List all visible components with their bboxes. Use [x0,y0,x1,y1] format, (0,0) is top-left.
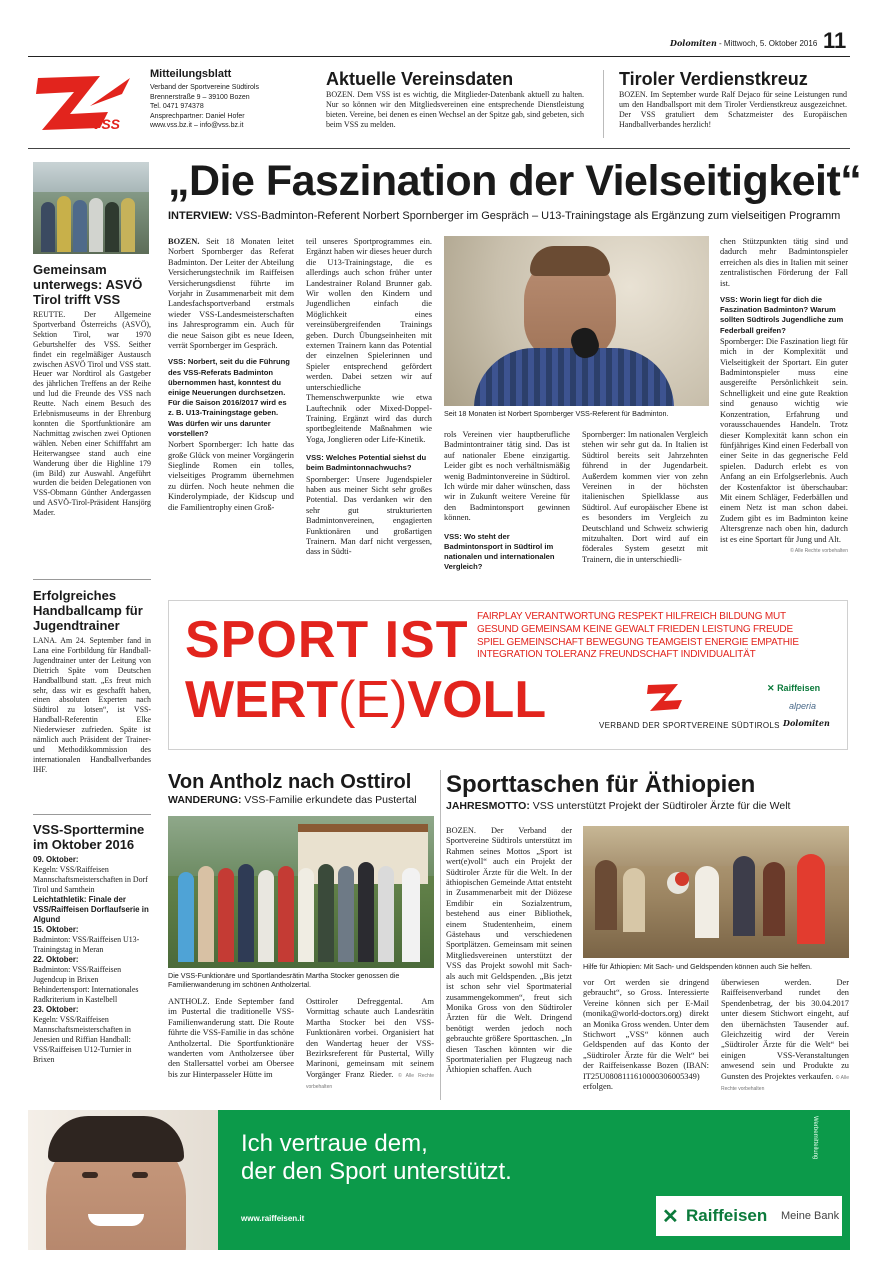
event-item: Kegeln: VSS/Raiffeisen Mannschaftsmeisterschaften in Jenesien und Riffian Handball: VSS/Raiffeisen U12-Turnier in Brixen [33,1015,132,1064]
answer: Spornberger: Die Faszination liegt für mich in der Komplexität und Vielseitigkeit der Sportart. Ein guter Badmintonspieler muss eine ausgereifte Persönlichkeit sein. Schnelligkeit und eine gute Reaktion sind genauso wichtig wie Konzentration, Erfahrung und vorausschauendes Handeln. Trotz dieser Komplexität kann schon ein fünfjähriges Kind einen Federball von einer Seite in das gegnerische Feld spielen. Dadurch erlebt es von Anfang an ein Erfolgserlebnis. Auch der Kostenfaktor ist überschaubar: Mit einem Schläger, Federbällen und einem Netz ist man schon dabei. Zudem gibt es im Badminton keine Altersgrenze nach oben hin, dadurch ist es eine Sportart für Jung und Alt. [720,336,848,544]
ad-headline-1: Ich vertraue dem, [241,1130,428,1157]
teaser-verdienstkreuz [619,68,847,130]
photo-caption: Die VSS-Funktionäre und Sportlandesrätin Martha Stocker genossen die Familienwanderung im schönen Antholzertal. [168,971,400,989]
mast-line[interactable]: www.vss.bz.it – info@vss.bz.it [150,122,244,129]
mast-line: Tel. 0471 974378 [150,103,204,110]
kicker: WANDERUNG: [168,794,242,806]
subhead-text: VSS-Badminton-Referent Norbert Spornberger im Gespräch – U13-Trainingstage als Ergänzung zum vielseitigen Programm [232,210,841,222]
paper-name: Dolomiten [670,38,717,48]
photo-caption: Seit 18 Monaten ist Norbert Spornberger VSS-Referent für Badminton. [444,409,669,418]
main-col-1 [168,237,294,513]
event-list [33,855,151,1065]
divider [33,814,151,815]
question: VSS: Norbert, seit du die Führung des VSS-Referats Badminton übernommen hast, konntest du einige Neuerungen durchsetzen. Für die Saison 2016/2017 wird es z. B. U13-Trainingstage geben. Was dürfen wir uns darunter vorstellen? [168,357,290,438]
sponsor-alperia: alperia [789,701,817,711]
article-subhead: WANDERUNG: VSS-Familie erkundete das Pustertal [168,794,417,806]
mast-line: Ansprechpartner: Daniel Hofer [150,112,245,120]
sponsor-dolomiten: Dolomiten [783,718,830,728]
ad-brand-box [656,1196,842,1236]
banner-line-2 [185,671,546,729]
banner-voll: VOLL [407,671,547,729]
copyright-note: © Alle Rechte vorbehalten [721,1074,850,1093]
article-aethiopien [446,770,850,813]
page-number: 11 [823,28,847,53]
hike-group-photo [168,816,434,968]
banner-values [477,611,847,662]
article-handballcamp [33,588,151,775]
ethiopia-col-1: BOZEN. Der Verband der Sportvereine Südtirols unterstützt im Rahmen seines Mottos „Sport ist wert(e)voll“ auch ein Projekt der Südtiroler Ärzte für die Welt. In der äthiopischen Gemeinde Attat entsteht in Zusammenarbeit mit der Diözese Emdibir ein Sozialzentrum, bestehend aus einer Bibliothek, einem Studentenheim, einem Gästehaus und verschiedenen Sportplätzen. Gemeinsam mit seinen Mitgliedsvereinen unterstützt der VSS das Projekt sowohl mit Sach- als auch mit Geldspenden. „Bis jetzt ist schon sehr viel Sportmaterial zusammengekommen“, freut sich Monika Gross von den Südtiroler Ärzten für die Welt. Dringend benötigt werden jedoch noch gebrauchte größere Sporttaschen. „In diesen Taschen könnten wir die Sportmaterialien per Flugzeug nach Äthiopien schaffen. Auch [446,826,572,1075]
event-item: Badminton: VSS/Raiffeisen Jugendcup in Brixen Behindertensport: Internationales Radkriterium in Kastelbell [33,965,139,1004]
event-date: 22. Oktober: [33,955,79,964]
ad-tagline: Meine Bank [781,1210,840,1222]
ad-portrait [28,1110,218,1250]
vss-logo-icon [30,72,140,134]
ad-headline-2: der den Sport unterstützt. [241,1158,512,1185]
spornberger-photo [444,236,709,406]
issue-date: - Mittwoch, 5. Oktober 2016 [719,39,818,48]
teaser-vereinsdaten [326,68,584,130]
values-row: INTEGRATION TOLERANZ FREUNDSCHAFT INDIVIDUALITÄT [477,649,756,661]
header-bottom-rule [28,148,850,149]
event-date: 23. Oktober: [33,1005,79,1014]
raiffeisen-gable-icon: ✕ [662,1206,679,1228]
main-col-2 [306,237,432,558]
hike-col-1: ANTHOLZ. Ende September fand im Pustertal die traditionelle VSS-Familienwanderung statt. Die Route führte die VSS-Familie in das schöne Antholzertal. Die Sportfunktionäre wanderten vom Antholzersee über den Stallersattel vorbei am Obersee bis zur Hinterpasseler Hütte im [168,997,294,1079]
mast-line: Brennerstraße 9 – 39100 Bozen [150,93,250,101]
paper-date [670,38,820,48]
wertevoll-banner [168,600,848,750]
banner-wert: WERT [185,671,339,729]
article-asvo [33,262,151,518]
ethiopia-col-2: vor Ort werden sie dringend gebraucht“, so Gross. Interessierte Vereine können sich per E-Mail (monika@world-doctors.org) direkt an Monika Gross wenden. Unter dem Stichwort „VSS“ können auch Geldspenden auf das Konto der „Südtiroler Ärzte für die Welt“ bei der Raiffeisenkasse Bozen (IBAN: IT25U0808111610000306005349) erfolgen. [583,978,709,1092]
main-headline: „Die Faszination der Vielseitigkeit“ [168,157,862,205]
values-row: GESUND GEMEINSAM KEINE GEWALT FRIEDEN LEISTUNG FREUDE [477,623,793,635]
article-title: Sporttaschen für Äthiopien [446,771,756,798]
answer: Spornberger: Im nationalen Vergleich stehen wir sehr gut da. In Italien ist Südtirol bereits seit Jahrzehnten führend in der Jugendarbeit. Außerdem kommen vier von zehn Vereinen in der höchsten italienischen Spielklasse aus Südtirol. Auf europäischer Ebene ist es besonders im Vergleich zu Deutschland und Schweiz schwierig mitzuhalten. Dort wird auf ein föderales System gesetzt mit Trainern, die in unterschiedli- [582,430,708,564]
mast-line: Verband der Sportvereine Südtirols [150,84,259,91]
intro-text: Seit 18 Monaten leitet Norbert Spornberger das Referat Badminton. Der Leiter der Abteilung Versicherungstechnik im Raiffeisen Versicherungsdienst führte im Vorjahr in Zusammenarbeit mit dem Landesfachsportverband erstmals wieder VSS-Landesmeisterschaften ins Jahresprogramm ein. Auch für die neue Saison gibt es neue Ideen, verrät Spornberger im Gespräch. [168,237,295,351]
vss-logo [30,72,140,134]
ad-url-link[interactable]: www.raiffeisen.it [241,1214,305,1223]
hike-col-2: Osttiroler Defreggental. Am Vormittag schaute auch Landesrätin Martha Stocker bei den VSS-Funktionären vorbei. Organisiert hat den Wandertag heuer der VSS-Bezirksreferent für Pustertal, Willy Marinoni, gemeinsam mit seinem Vorgänger Franz Rieder. © Alle Rechte vorbehalten [306,997,435,1091]
article-title: Gemeinsam unterwegs: ASVÖ Tirol trifft VSS [33,262,143,307]
event-item: Leichtathletik: Finale der VSS/Raiffeisen Dorflaufserie in Algund [33,895,149,924]
event-date: 09. Oktober: [33,855,79,864]
sporttermine [33,822,151,1065]
raiffeisen-ad[interactable] [28,1110,850,1250]
event-date: 15. Oktober: [33,925,79,934]
main-col-3 [444,430,570,573]
copyright-note: © Alle Rechte vorbehalten [306,1072,435,1091]
dateline: BOZEN. [168,237,200,246]
sponsor-raiffeisen: ✕ Raiffeisen [767,683,821,693]
teaser-title: Aktuelle Vereinsdaten [326,69,514,89]
vss-mark-icon [644,681,694,715]
divider [603,70,604,138]
main-subhead [168,210,858,223]
banner-e: (E) [338,671,408,729]
kicker: INTERVIEW: [168,210,233,222]
masthead [150,68,310,131]
ethiopia-children-photo [583,826,849,958]
article-title: VSS-Sporttermine im Oktober 2016 [33,822,145,852]
article-subhead: JAHRESMOTTO: VSS unterstützt Projekt der Südtiroler Ärzte für die Welt [446,800,791,812]
event-item: Badminton: VSS/Raiffeisen U13-Trainingstag in Meran [33,935,140,954]
question: VSS: Welches Potential siehst du beim Badmintonnachwuchs? [306,453,427,473]
banner-vss-logo [644,681,694,715]
teaser-text: BOZEN. Dem VSS ist es wichtig, die Mitglieder-Datenbank aktuell zu halten. Nur so können wir den Mitgliedsvereinen eine entsprechende Dienstleistung bieten. Vereine, bei denen es einen Wechsel an der Spitze gab, sind gebeten, sich beim VSS zu melden. [326,90,584,129]
article-title: Von Antholz nach Osttirol [168,771,412,793]
article-wanderung [168,770,436,807]
vss-logo-text: VSS [92,116,121,132]
event-item: Kegeln: VSS/Raiffeisen Mannschaftsmeisterschaften in Dorf Tirol und Sarnthein [33,865,148,894]
asvo-group-photo [33,162,149,254]
main-col-4 [582,430,708,565]
header-rule [28,56,850,57]
kicker: JAHRESMOTTO: [446,800,530,812]
mast-title: Mitteilungsblatt [150,68,232,80]
article-title: Erfolgreiches Handballcamp für Jugendtrainer [33,588,143,633]
article-text: REUTTE. Der Allgemeine Sportverband Österreichs (ASVÖ), Sektion Tirol, war 1970 Geburtshelfer des VSS. Seither findet ein regelmäßiger Austausch zwischen ASVÖ Tirol und VSS statt. Heuer war Nordtirol als Gastgeber des jährlichen Treffens an der Reihe und lud die Freunde des VSS nach Reutte. Nach einem Besuch des Erlebnismuseums in der Ehrenburg konnten die Sportfunktionäre am Nachmittag zwischen zwei Optionen wählen. Neben einer Schifffahrt am Heiterwangsee stand auch eine Wanderung über die Highline 179 (im Bild) zur Auswahl. Angeführt wurden die beiden Delegationen von VSS-Obmann Günther Andergassen und ASVÖ-Tirol-Präsident Hansjörg Mader. [33,310,151,518]
values-row: FAIRPLAY VERANTWORTUNG RESPEKT HILFREICH BILDUNG MUT [477,611,786,622]
divider [33,579,151,580]
banner-verband: VERBAND DER SPORTVEREINE SÜDTIROLS [599,721,780,730]
article-text: LANA. Am 24. September fand in Lana eine Fortbildung für Handball-Jugendtrainer unter der Leitung von Dietrich Späte vom Deutschen Handballbund statt. „Es freut mich sehr, dass wir es geschafft haben, einen absoluten Experten nach Südtirol zu lotsen“, ist VSS-Handball-Referentin Elke Niederwieser zufrieden. Späte ist nämlich auch Präsident der Trainer- und Methodikkommission des internationalen Handballverbandes IHF. [33,636,151,774]
teaser-text: BOZEN. Im September wurde Ralf Dejaco für seine Leistungen rund um den Handballsport mit dem Tiroler Verdienstkreuz ausgezeichnet. Der VSS gratuliert dem Schatzmeister des Europäischen Handballverbandes herzlich! [619,90,847,129]
ethiopia-col-3: überwiesen werden. Der Raiffeisenverband rundet den Spendenbetrag, der bis 30.04.2017 unter diesem Stichwort eingeht, auf den übernächsten Tausender auf. Gleichzeitig wird der Verein „Südtiroler Ärzte für die Welt“ bei einigen VSS-Veranstaltungen anwesend sein und Produkte zu Gunsten des Projektes verkaufen. © Alle Rechte vorbehalten [721,978,850,1093]
question: VSS: Worin liegt für dich die Faszination Badminton? Warum sollten Südtirols Jugendliche zum Federball greifen? [720,295,844,335]
main-col-5 [720,237,848,556]
ad-side-label: Werbemitteilung [812,1116,818,1160]
question: VSS: Wo steht der Badmintonsport in Südtirol im nationalen und internationalen Vergleich? [444,531,555,572]
answer: teil unseres Sportprogrammes ein. Ergänzt haben wir dieses heuer durch die U13-Trainingstage, die es allerdings auch schon früher unter Landestrainer Roland Brunner gab. Wir wollen den Kindern und Jugendlichen einfach die Möglichkeit eines vereinsübergreifenden Trainings geben. Durch Übungseinheiten mit externen Trainern kann das Potential der einzelnen Spielerinnen und Spieler entsprechend gefördert werden. Dabei setzen wir auf unterschiedliche Themenschwerpunkte wie etwa Lauftechnik oder Mixed-Doppel-Training. Ergänzt wird das durch sportbegleitende Maßnahmen wie Yoga, Jonglieren oder Life-Kinetik. [306,237,432,444]
answer: Spornberger: Unsere Jugendspieler haben aus meiner Sicht sehr großes Potential. Das verdanken wir den sehr gut strukturierten Badmintonvereinen, engagierten Funktionären und großartigen Trainern. Man darf nicht vergessen, dass in Südti- [306,474,432,557]
raiffeisen-gable-icon: ✕ [767,683,775,693]
teaser-title: Tiroler Verdienstkreuz [619,69,808,89]
ad-brand: Raiffeisen [686,1206,768,1225]
photo-caption: Hilfe für Äthiopien: Mit Sach- und Geldspenden können auch Sie helfen. [583,962,812,971]
answer: rols Vereinen vier hauptberufliche Badmintontrainer tätig sind. Das ist auf nationaler Ebene einzigartig. Leider gibt es noch verhältnismäßig wenig Badmintonvereine in Südtirol. Ich würde mir daher wünschen, dass wir in Zukunft weitere Vereine für den Badmintonsport gewinnen können. [444,430,570,523]
values-row: SPIEL GEMEINSCHAFT BEWEGUNG TEAMGEIST ENERGIE EMPATHIE [477,636,799,648]
divider [440,770,441,1100]
banner-line-1: SPORT IST [185,611,469,669]
copyright-note: © Alle Rechte vorbehalten [790,547,848,554]
answer: chen Stützpunkten tätig sind und dadurch mehr Badmintonspieler erreichen als dies in Italien mit seiner zentralistischen Förderung der Fall ist. [720,237,848,288]
answer: Norbert Spornberger: Ich hatte das große Glück von meiner Vorgängerin Sieglinde Romen ein tolles, vielseitiges Programm übernehmen zu dürfen. Noch heute nehmen die Kinderolympiade, der Kidscup und die Familientrophy einen Groß- [168,440,294,512]
